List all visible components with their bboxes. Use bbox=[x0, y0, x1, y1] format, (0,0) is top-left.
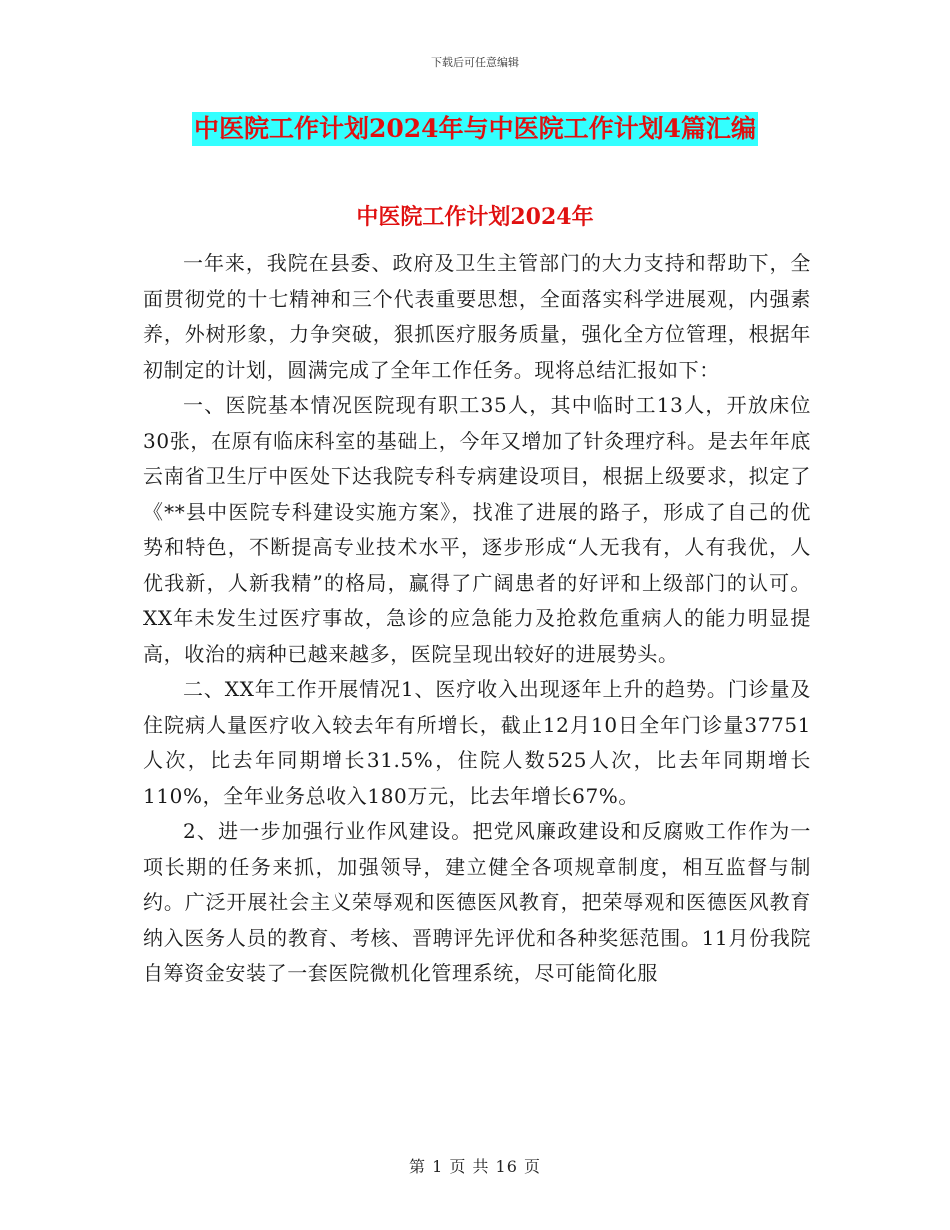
section-title: 中医院工作计划2024年 bbox=[356, 204, 594, 230]
document-body bbox=[143, 246, 811, 992]
document-main-title: 中医院工作计划2024年与中医院工作计划4篇汇编 bbox=[192, 112, 758, 146]
main-title-container bbox=[0, 112, 950, 146]
page-header-note: 下载后可任意编辑 bbox=[431, 56, 519, 69]
page-footer-number: 第 1 页 共 16 页 bbox=[409, 1157, 541, 1176]
paragraph-work-progress: 二、XX年工作开展情况1、医疗收入出现逐年上升的趋势。门诊量及住院病人量医疗收入较去年有所增长，截止12月10日全年门诊量37751人次，比去年同期增长31.5%，住院人数525人次，比去年同期增长110%，全年业务总收入180万元，比去年增长67%。 bbox=[143, 677, 811, 808]
paragraph-conduct-building: 2、进一步加强行业作风建设。把党风廉政建设和反腐败工作作为一项长期的任务来抓，加强领导，建立健全各项规章制度，相互监督与制约。广泛开展社会主义荣辱观和医德医风教育，把荣辱观和医德医风教育纳入医务人员的教育、考核、晋聘评先评优和各种奖惩范围。11月份我院自筹资金安装了一套医院微机化管理系统，尽可能简化服 bbox=[143, 819, 811, 985]
paragraph-intro: 一年来，我院在县委、政府及卫生主管部门的大力支持和帮助下，全面贯彻党的十七精神和三个代表重要思想，全面落实科学进展观，内强素养，外树形象，力争突破，狠抓医疗服务质量，强化全方位管理，根据年初制定的计划，圆满完成了全年工作任务。现将总结汇报如下： bbox=[143, 251, 811, 382]
paragraph-hospital-overview: 一、医院基本情况医院现有职工35人，其中临时工13人，开放床位30张，在原有临床科室的基础上，今年又增加了针灸理疗科。是去年年底云南省卫生厅中医处下达我院专科专病建设项目，根据上级要求，拟定了《**县中医院专科建设实施方案》，找准了进展的路子，形成了自己的优势和特色，不断提高专业技术水平，逐步形成“人无我有，人有我优，人优我新，人新我精”的格局，赢得了广阔患者的好评和上级部门的认可。XX年未发生过医疗事故，急诊的应急能力及抢救危重病人的能力明显提高，收治的病种已越来越多，医院呈现出较好的进展势头。 bbox=[143, 393, 811, 666]
